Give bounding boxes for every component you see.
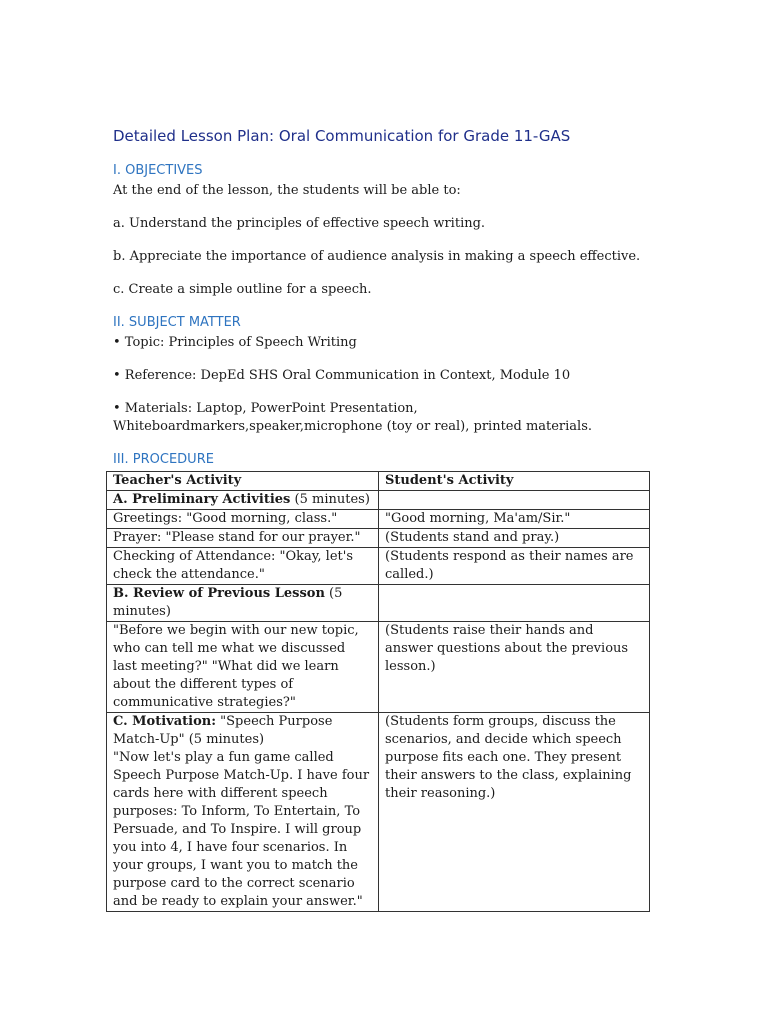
document-title: Detailed Lesson Plan: Oral Communication for Grade 11-GAS xyxy=(113,127,571,145)
section-b-time: (5 minutes) xyxy=(113,586,343,619)
section-b-cell xyxy=(107,585,379,622)
student-cell: (Students raise their hands and answer questions about the previous lesson.) xyxy=(379,622,650,713)
table-row xyxy=(107,622,650,713)
objective-item: c. Create a simple outline for a speech. xyxy=(113,282,372,297)
empty-cell xyxy=(379,491,650,510)
teacher-cell: Checking of Attendance: "Okay, let's check the attendance." xyxy=(107,548,379,585)
procedure-table xyxy=(106,471,650,912)
student-cell: "Good morning, Ma'am/Sir." xyxy=(379,510,650,529)
procedure-heading: III. PROCEDURE xyxy=(113,452,214,467)
section-a-label: A. Preliminary Activities xyxy=(113,492,291,507)
table-row xyxy=(107,491,650,510)
subject-item: • Reference: DepEd SHS Oral Communication in Context, Module 10 xyxy=(113,368,571,383)
empty-cell xyxy=(379,585,650,622)
table-row xyxy=(107,529,650,548)
section-c-label: C. Motivation: xyxy=(113,714,217,729)
table-row xyxy=(107,548,650,585)
section-b-label: B. Review of Previous Lesson xyxy=(113,586,325,601)
student-cell: (Students form groups, discuss the scenarios, and decide which speech purpose fits each one. They present their answers to the class, explaining their reasoning.) xyxy=(379,713,650,912)
student-cell: (Students stand and pray.) xyxy=(379,529,650,548)
table-row xyxy=(107,585,650,622)
col-teacher-header: Teacher's Activity xyxy=(107,472,379,491)
table-row xyxy=(107,510,650,529)
objective-item: b. Appreciate the importance of audience analysis in making a speech effective. xyxy=(113,249,641,264)
teacher-cell: "Before we begin with our new topic, who can tell me what we discussed last meeting?" "What did we learn about the different types of communicative strategies?" xyxy=(107,622,379,713)
teacher-cell: Greetings: "Good morning, class." xyxy=(107,510,379,529)
col-student-header: Student's Activity xyxy=(379,472,650,491)
teacher-cell: Prayer: "Please stand for our prayer." xyxy=(107,529,379,548)
section-c-cell xyxy=(107,713,379,912)
student-cell: (Students respond as their names are called.) xyxy=(379,548,650,585)
section-a-cell xyxy=(107,491,379,510)
subject-matter-heading: II. SUBJECT MATTER xyxy=(113,315,241,330)
objectives-intro: At the end of the lesson, the students will be able to: xyxy=(113,183,461,198)
section-c-title: "Speech Purpose Match-Up" (5 minutes) xyxy=(113,714,333,747)
table-header-row xyxy=(107,472,650,491)
motivation-teacher-text: "Now let's play a fun game called Speech Purpose Match-Up. I have four cards here with different speech purposes: To Inform, To Entertain, To Persuade, and To Inspire. I will group you into 4, I have four scenarios. In your groups, I want you to match the purpose card to the correct scenario and be ready to explain your answer." xyxy=(113,750,370,909)
subject-item: • Topic: Principles of Speech Writing xyxy=(113,335,357,350)
document-page xyxy=(113,126,653,912)
section-a-time: (5 minutes) xyxy=(290,492,370,507)
objective-item: a. Understand the principles of effective speech writing. xyxy=(113,216,486,231)
objectives-heading: I. OBJECTIVES xyxy=(113,163,203,178)
table-row xyxy=(107,713,650,912)
subject-item: • Materials: Laptop, PowerPoint Presentation, Whiteboardmarkers,speaker,microphone (toy or real), printed materials. xyxy=(113,401,593,434)
